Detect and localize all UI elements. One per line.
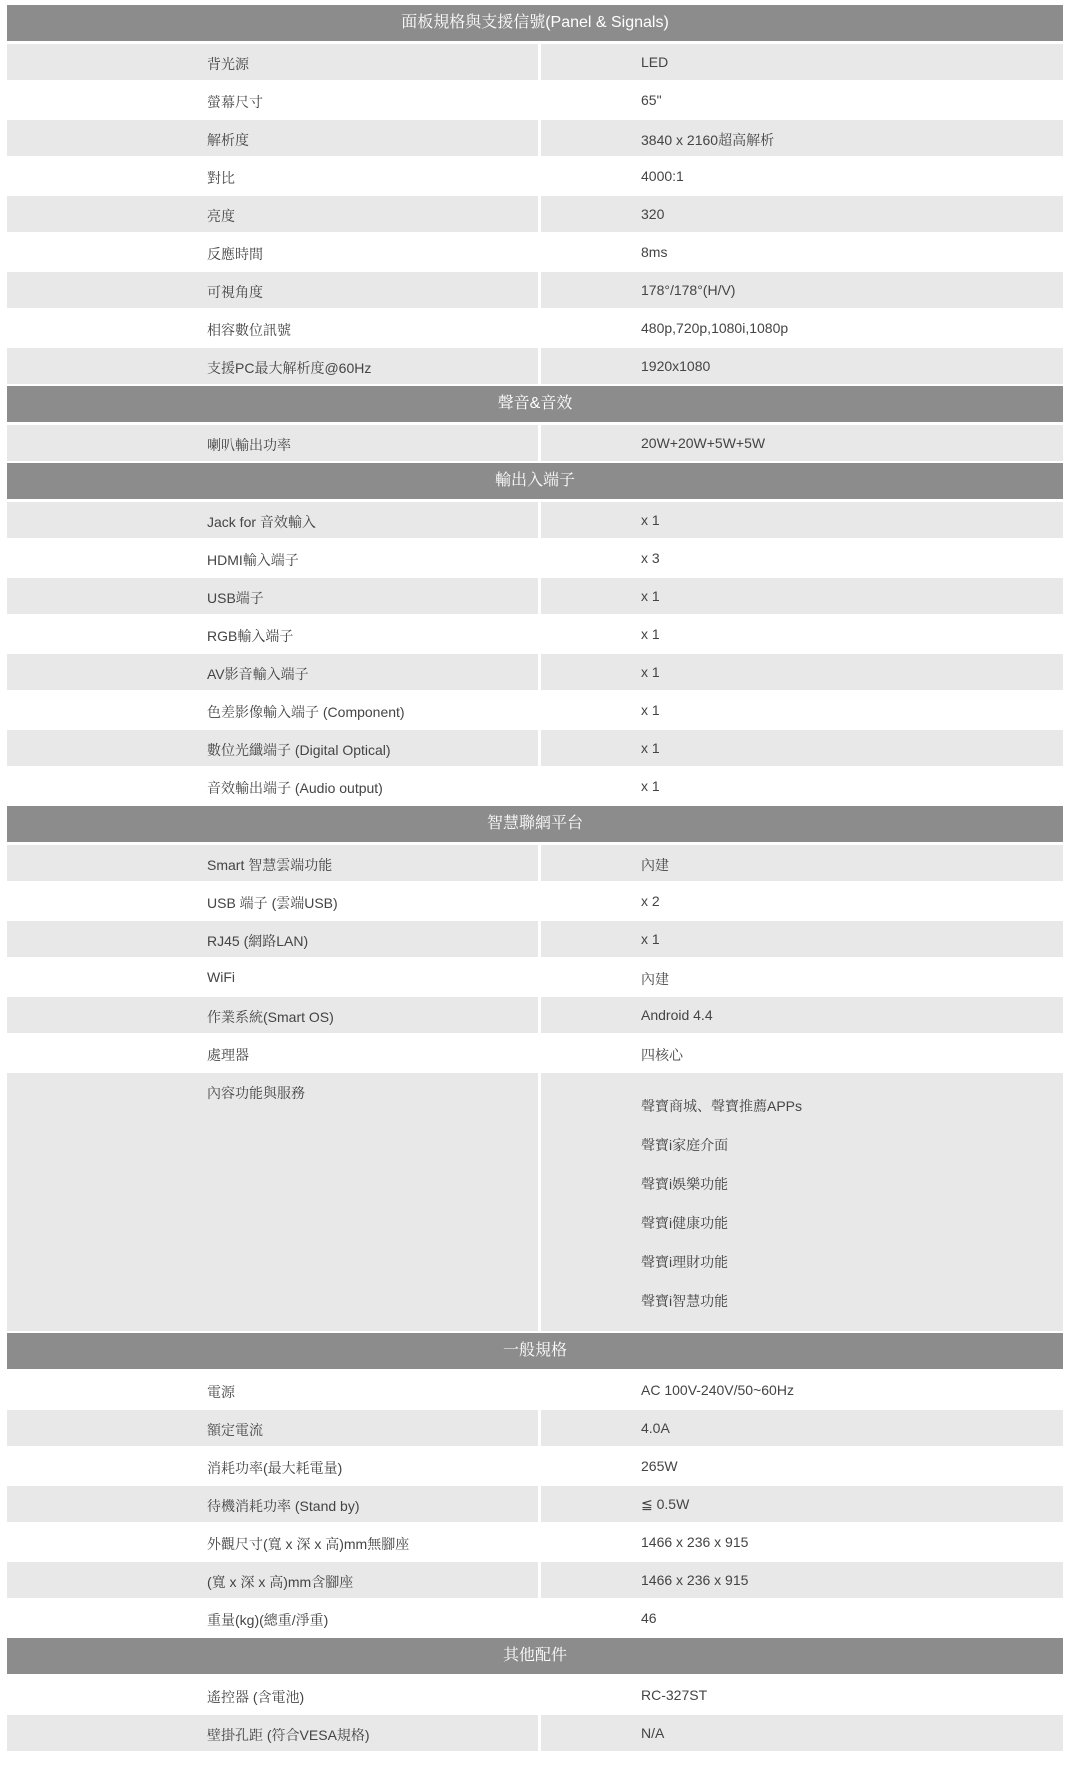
spec-value: x 3 [541, 540, 1063, 576]
spec-row [7, 120, 1063, 156]
spec-value: N/A [541, 1715, 1063, 1751]
spec-label: 音效輸出端子 (Audio output) [7, 768, 538, 804]
spec-row [7, 1372, 1063, 1408]
spec-value: 65" [541, 82, 1063, 118]
spec-row [7, 1410, 1063, 1446]
section-header-accessories: 其他配件 [7, 1638, 1063, 1674]
spec-label: AV影音輸入端子 [7, 654, 538, 690]
spec-value: 265W [541, 1448, 1063, 1484]
spec-label: 外觀尺寸(寬 x 深 x 高)mm無腳座 [7, 1524, 538, 1560]
spec-label: 背光源 [7, 44, 538, 80]
spec-label: 待機消耗功率 (Stand by) [7, 1486, 538, 1522]
spec-label: 處理器 [7, 1035, 538, 1071]
spec-value: 4000:1 [541, 158, 1063, 194]
spec-value: x 1 [541, 654, 1063, 690]
spec-value: x 1 [541, 616, 1063, 652]
spec-value: x 1 [541, 768, 1063, 804]
spec-label: Jack for 音效輸入 [7, 502, 538, 538]
spec-label: 電源 [7, 1372, 538, 1408]
spec-label: 額定電流 [7, 1410, 538, 1446]
spec-label: 喇叭輸出功率 [7, 425, 538, 461]
spec-label: 支援PC最大解析度@60Hz [7, 348, 538, 384]
spec-row [7, 654, 1063, 690]
spec-value: ≦ 0.5W [541, 1486, 1063, 1522]
spec-value: 1466 x 236 x 915 [541, 1524, 1063, 1560]
section-header-smart-platform: 智慧聯網平台 [7, 806, 1063, 842]
spec-row [7, 502, 1063, 538]
spec-value: 四核心 [541, 1035, 1063, 1071]
spec-label: 消耗功率(最大耗電量) [7, 1448, 538, 1484]
services-list [541, 1073, 1063, 1331]
section-header-io-ports: 輸出入端子 [7, 463, 1063, 499]
spec-label: 重量(kg)(總重/淨重) [7, 1600, 538, 1636]
spec-label: 對比 [7, 158, 538, 194]
spec-row [7, 1035, 1063, 1071]
spec-row [7, 883, 1063, 919]
section-header-general: 一般規格 [7, 1333, 1063, 1369]
spec-label: HDMI輸入端子 [7, 540, 538, 576]
spec-label: 遙控器 (含電池) [7, 1677, 538, 1713]
spec-row [7, 44, 1063, 80]
spec-row [7, 997, 1063, 1033]
spec-value: 1466 x 236 x 915 [541, 1562, 1063, 1598]
spec-row [7, 1486, 1063, 1522]
spec-value: x 1 [541, 730, 1063, 766]
spec-row [7, 234, 1063, 270]
spec-value: 320 [541, 196, 1063, 232]
spec-value: Android 4.4 [541, 997, 1063, 1033]
spec-label: WiFi [7, 959, 538, 995]
spec-row [7, 692, 1063, 728]
spec-value: x 1 [541, 692, 1063, 728]
spec-label: 解析度 [7, 120, 538, 156]
spec-row [7, 578, 1063, 614]
spec-value: x 1 [541, 578, 1063, 614]
spec-row [7, 616, 1063, 652]
spec-row [7, 310, 1063, 346]
spec-label: 反應時間 [7, 234, 538, 270]
spec-label: 內容功能與服務 [7, 1073, 538, 1331]
spec-row [7, 921, 1063, 957]
spec-label: 亮度 [7, 196, 538, 232]
spec-value: 4.0A [541, 1410, 1063, 1446]
spec-row [7, 348, 1063, 384]
spec-value: 1920x1080 [541, 348, 1063, 384]
spec-value: 內建 [541, 845, 1063, 881]
spec-label: 螢幕尺寸 [7, 82, 538, 118]
spec-row [7, 272, 1063, 308]
spec-label: RGB輸入端子 [7, 616, 538, 652]
spec-label: Smart 智慧雲端功能 [7, 845, 538, 881]
spec-row [7, 845, 1063, 881]
spec-value: LED [541, 44, 1063, 80]
spec-value: x 2 [541, 883, 1063, 919]
service-item: 聲寶i家庭介面 [641, 1137, 729, 1153]
service-item: 聲寶商城、聲寶推薦APPs [641, 1098, 803, 1114]
service-item: 聲寶i健康功能 [641, 1215, 729, 1231]
section-header-panel-signals: 面板規格與支援信號(Panel & Signals) [7, 5, 1063, 41]
spec-row [7, 158, 1063, 194]
spec-value: 178°/178°(H/V) [541, 272, 1063, 308]
spec-value: AC 100V-240V/50~60Hz [541, 1372, 1063, 1408]
spec-row [7, 1715, 1063, 1751]
spec-row [7, 768, 1063, 804]
spec-row [7, 425, 1063, 461]
section-header-audio: 聲音&音效 [7, 386, 1063, 422]
spec-value: 內建 [541, 959, 1063, 995]
spec-row [7, 959, 1063, 995]
service-item: 聲寶i娛樂功能 [641, 1176, 729, 1192]
spec-value: 8ms [541, 234, 1063, 270]
spec-row [7, 730, 1063, 766]
spec-value: 46 [541, 1600, 1063, 1636]
spec-label: 數位光纖端子 (Digital Optical) [7, 730, 538, 766]
spec-label: 可視角度 [7, 272, 538, 308]
spec-label: 相容數位訊號 [7, 310, 538, 346]
service-item: 聲寶i理財功能 [641, 1254, 729, 1270]
spec-row [7, 1562, 1063, 1598]
spec-row [7, 82, 1063, 118]
spec-value: 480p,720p,1080i,1080p [541, 310, 1063, 346]
service-item: 聲寶i智慧功能 [641, 1293, 729, 1309]
spec-label: 壁掛孔距 (符合VESA規格) [7, 1715, 538, 1751]
spec-value: 3840 x 2160超高解析 [541, 120, 1063, 156]
spec-row [7, 196, 1063, 232]
spec-label: (寬 x 深 x 高)mm含腳座 [7, 1562, 538, 1598]
spec-row-services [7, 1073, 1063, 1331]
spec-value: x 1 [541, 502, 1063, 538]
spec-row [7, 1600, 1063, 1636]
spec-label: 色差影像輸入端子 (Component) [7, 692, 538, 728]
spec-label: 作業系統(Smart OS) [7, 997, 538, 1033]
spec-row [7, 1448, 1063, 1484]
spec-value: x 1 [541, 921, 1063, 957]
spec-label: RJ45 (網路LAN) [7, 921, 538, 957]
spec-row [7, 1524, 1063, 1560]
spec-value: RC-327ST [541, 1677, 1063, 1713]
spec-label: USB端子 [7, 578, 538, 614]
spec-label: USB 端子 (雲端USB) [7, 883, 538, 919]
spec-row [7, 1677, 1063, 1713]
spec-row [7, 540, 1063, 576]
spec-table [7, 5, 1063, 1753]
spec-value: 20W+20W+5W+5W [541, 425, 1063, 461]
